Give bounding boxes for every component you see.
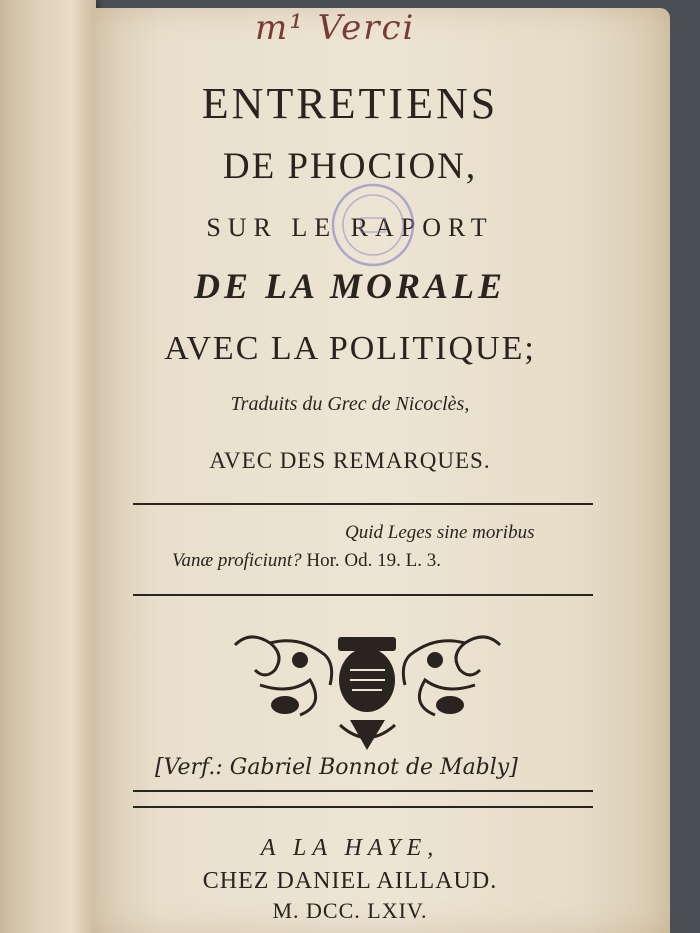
- rule-middle: [133, 594, 593, 596]
- title-line-3: SUR LE RAPORT: [206, 213, 494, 242]
- rule-bottom-2: [133, 806, 593, 808]
- rule-top: [133, 503, 593, 505]
- imprint-place: A LA HAYE,: [260, 835, 440, 861]
- epigraph-quote: Vanæ proficiunt?: [172, 550, 302, 571]
- epigraph-reference: Hor. Od. 19. L. 3.: [306, 550, 441, 571]
- title-line-1: ENTRETIENS: [201, 79, 499, 128]
- title-line-2: DE PHOCION,: [222, 146, 478, 187]
- library-stamp-icon: [328, 180, 418, 270]
- printer-ornament-icon: [230, 625, 505, 755]
- imprint-year: M. DCC. LXIV.: [272, 898, 428, 923]
- epigraph-line-1: Quid Leges sine moribus: [345, 522, 535, 543]
- title-line-4: DE LA MORALE: [193, 266, 507, 306]
- imprint-publisher: CHEZ DANIEL AILLAUD.: [202, 868, 498, 894]
- title-line-7: AVEC DES REMARQUES.: [209, 448, 491, 473]
- title-line-5: AVEC LA POLITIQUE;: [164, 330, 536, 367]
- manuscript-note-top: m¹ Verci: [255, 8, 416, 48]
- title-subtitle: Traduits du Grec de Nicoclès,: [230, 393, 470, 415]
- epigraph-line-2: [172, 550, 441, 572]
- manuscript-note-bottom: [Verf.: Gabriel Bonnot de Mably]: [155, 755, 518, 780]
- rule-bottom-1: [133, 790, 593, 792]
